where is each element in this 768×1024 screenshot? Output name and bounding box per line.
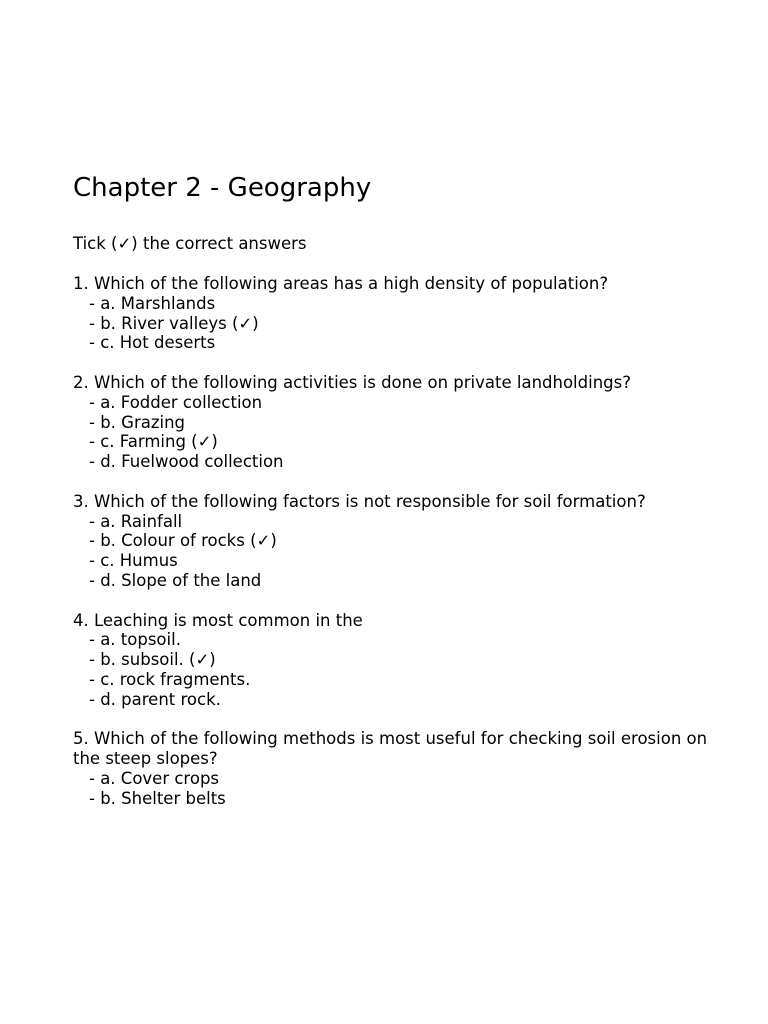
answer-option: - b. River valleys (✓) (89, 313, 259, 333)
answer-option: - d. parent rock. (89, 689, 221, 709)
question-list (73, 274, 713, 828)
question-5 (73, 729, 713, 808)
question-2 (73, 373, 713, 472)
answer-option: - a. Marshlands (89, 293, 216, 313)
question-1 (73, 274, 713, 353)
answer-option: - a. Cover crops (89, 768, 220, 788)
question-text: 4. Leaching is most common in the (73, 610, 363, 630)
answer-option: - b. Shelter belts (89, 788, 226, 808)
instruction-text: Tick (✓) the correct answers (73, 234, 307, 253)
answer-option: - b. subsoil. (✓) (89, 650, 216, 670)
answer-option: - b. Colour of rocks (✓) (89, 531, 277, 551)
question-4 (73, 611, 713, 710)
answer-option: - a. topsoil. (89, 630, 181, 650)
answer-option: - c. Humus (89, 551, 178, 571)
answer-option: - b. Grazing (89, 412, 186, 432)
answer-option: - a. Fodder collection (89, 392, 263, 412)
question-3 (73, 492, 713, 591)
question-text: 1. Which of the following areas has a high density of population? (73, 274, 609, 293)
answer-option: - a. Rainfall (89, 511, 183, 531)
answer-option: - c. Hot deserts (89, 333, 216, 353)
question-text: 2. Which of the following activities is done on private landholdings? (73, 372, 631, 392)
answer-option: - d. Fuelwood collection (89, 452, 284, 472)
answer-option: - c. rock fragments. (89, 669, 251, 689)
question-text: 5. Which of the following methods is most useful for checking soil erosion on the steep slopes? (73, 729, 708, 769)
question-text: 3. Which of the following factors is not responsible for soil formation? (73, 491, 646, 511)
answer-option: - d. Slope of the land (89, 570, 262, 590)
page-title: Chapter 2 - Geography (73, 173, 372, 203)
answer-option: - c. Farming (✓) (89, 432, 218, 452)
